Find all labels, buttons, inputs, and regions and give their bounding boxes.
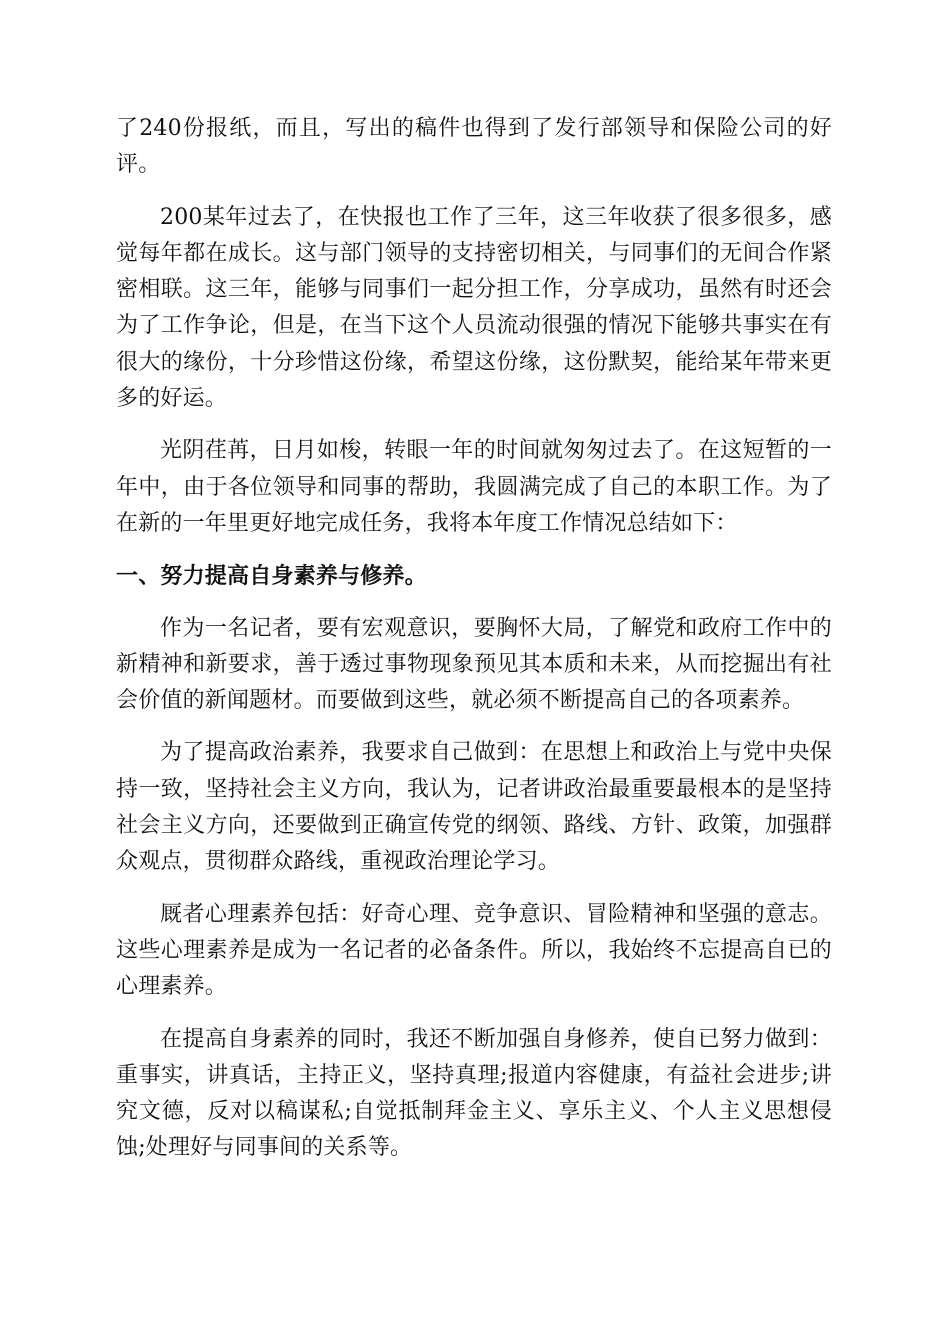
paragraph-three-years: 200某年过去了，在快报也工作了三年，这三年收获了很多很多，感觉每年都在成长。这与部门领导的支持密切相关，与同事们的无间合作紧密相联。这三年，能够与同事们一起分担工作，分享成功，虽然有时还会为了工作争论，但是，在当下这个人员流动很强的情况下能够共事实在有很大的缘份，十分珍惜这份缘，希望这份缘，这份默契，能给某年带来更多的好运。 [116,204,832,412]
paragraph-journalist-awareness: 作为一名记者，要有宏观意识，要胸怀大局，了解党和政府工作中的新精神和新要求，善于透过事物现象预见其本质和未来，从而挖掘出有社会价值的新闻题材。而要做到这些，就必须不断提高自己的各项素养。 [116,615,832,714]
paragraph-political-literacy: 为了提高政治素养，我要求自己做到：在思想上和政治上与党中央保持一致，坚持社会主义方向，我认为，记者讲政治最重要最根本的是坚持社会主义方向，还要做到正确宣传党的纲领、路线、方针、政策，加强群众观点，贯彻群众路线，重视政治理论学习。 [116,740,832,875]
section-heading-1: 一、努力提高自身素养与修养。 [116,563,427,590]
paragraph-intro-summary: 光阴荏苒，日月如梭，转眼一年的时间就匆匆过去了。在这短暂的一年中，由于各位领导和同事的帮助，我圆满完成了自己的本职工作。为了在新的一年里更好地完成任务，我将本年度工作情况总结如下： [116,438,832,536]
paragraph-psychological-literacy: 厩者心理素养包括：好奇心理、竞争意识、冒险精神和坚强的意志。这些心理素养是成为一名记者的必备条件。所以，我始终不忘提高自已的心理素养。 [116,901,832,1000]
paragraph-continued: 了240份报纸，而且，写出的稿件也得到了发行部领导和保险公司的好评。 [116,116,832,178]
paragraph-self-cultivation: 在提高自身素养的同时，我还不断加强自身修养，使自已努力做到：重事实，讲真话，主持正义，坚持真理;报道内容健康，有益社会进步;讲究文德，反对以稿谋私;自觉抵制拜金主义、享乐主义、个人主义思想侵蚀;处理好与同事间的关系等。 [116,1026,832,1161]
document-body [116,111,832,1183]
